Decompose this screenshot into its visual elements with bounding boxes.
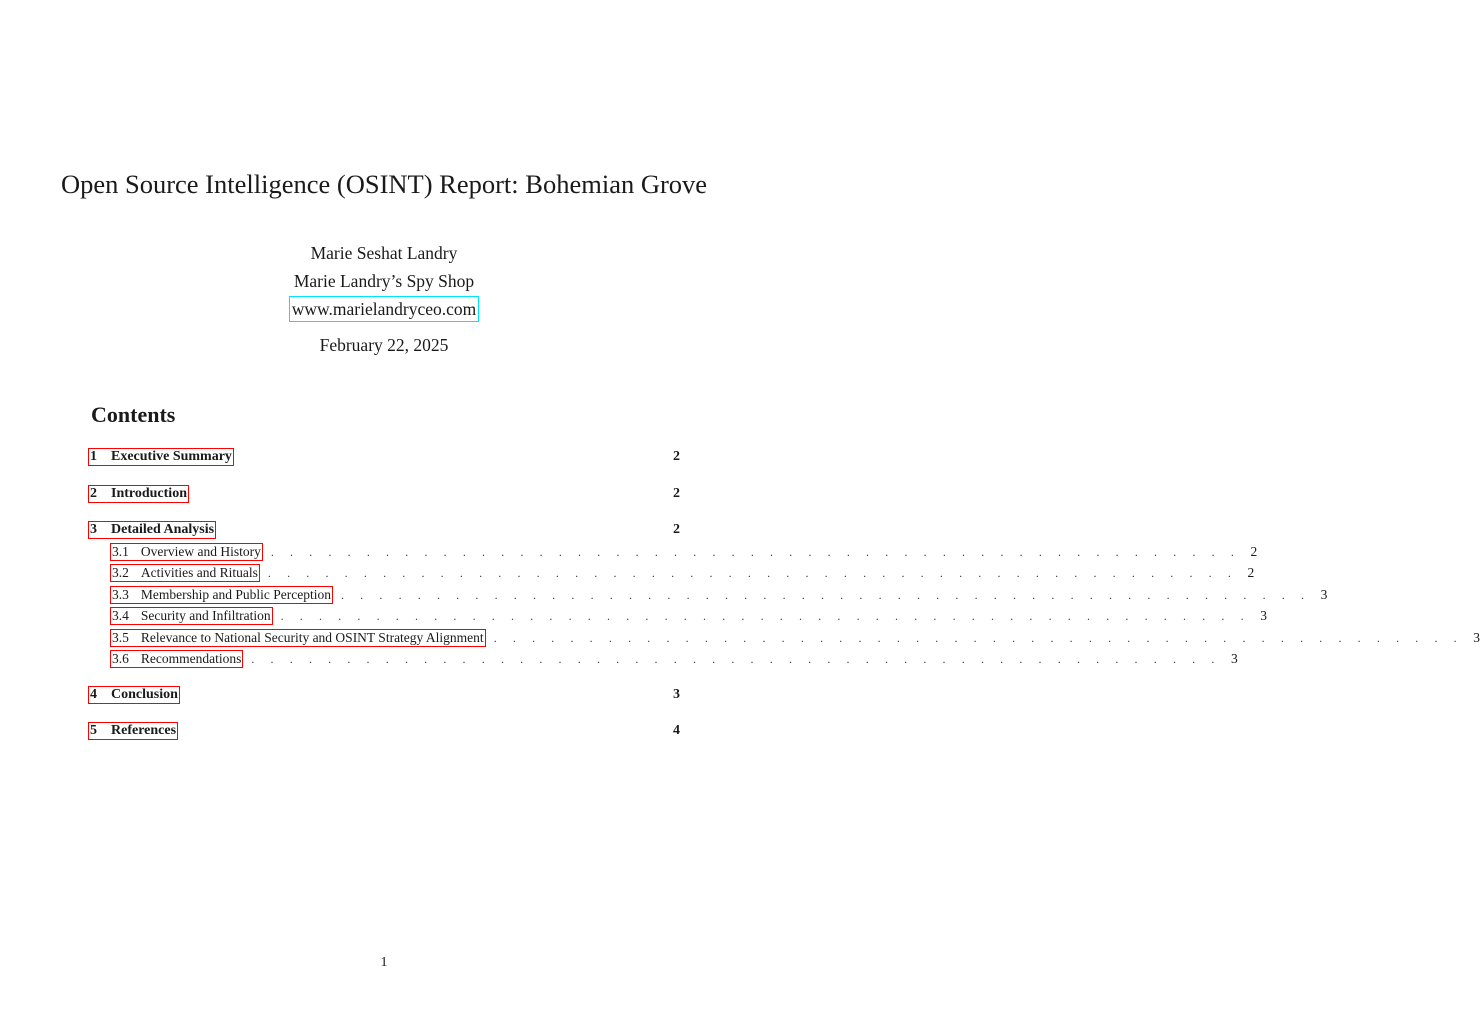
toc-entry-conclusion (88, 685, 680, 705)
toc-page-number: 2 (673, 449, 680, 464)
organization-name: Marie Landry’s Spy Shop (293, 271, 475, 291)
author-name: Marie Seshat Landry (310, 243, 458, 263)
toc-entry-membership-and-public-perception (110, 585, 1328, 605)
document-date: February 22, 2025 (319, 335, 449, 355)
toc-page-number: 2 (1250, 544, 1258, 559)
document-title: Open Source Intelligence (OSINT) Report: Bohemian Grove (60, 168, 708, 199)
leader-dots: . . . . . . . . . . . . . . . . . . . . . . . . . . . . . . . . . . . . . . . . . . . . . . . . . . . (267, 565, 1238, 580)
toc-link-membership-and-public-perception[interactable]: 3.3 Membership and Public Perception (112, 587, 331, 602)
toc-entry-references (88, 721, 680, 741)
toc-link-executive-summary[interactable]: 1 Executive Summary (90, 449, 232, 464)
toc-entry-executive-summary (88, 447, 680, 467)
toc-entry-activities-and-rituals (110, 563, 1255, 583)
toc-link-conclusion[interactable]: 4 Conclusion (90, 687, 178, 702)
toc-page-number: 3 (673, 687, 680, 702)
toc-entry-introduction (88, 484, 680, 504)
leader-dots: . . . . . . . . . . . . . . . . . . . . . . . . . . . . . . . . . . . . . . . . . . . . . . . . . . . (280, 608, 1251, 623)
toc-entry-security-and-infiltration (110, 606, 1267, 626)
toc-page-number: 4 (673, 723, 680, 738)
toc-link-activities-and-rituals[interactable]: 3.2 Activities and Rituals (112, 565, 258, 580)
page-number-footer: 1 (380, 955, 388, 970)
leader-dots: . . . . . . . . . . . . . . . . . . . . . . . . . . . . . . . . . . . . . . . . . . . . . . . . . . . (270, 544, 1241, 559)
website-row (0, 296, 768, 322)
toc-page-number: 3 (1473, 630, 1480, 645)
leader-dots: . . . . . . . . . . . . . . . . . . . . . . . . . . . . . . . . . . . . . . . . . . . . . . . . . . . (340, 587, 1311, 602)
toc-page-number: 2 (673, 522, 680, 537)
toc-page-number: 3 (1260, 608, 1267, 623)
toc-heading: Contents (91, 402, 176, 427)
toc-link-relevance-to-national-security[interactable]: 3.5 Relevance to National Security and OSINT Strategy Alignment (112, 630, 484, 645)
toc-entry-detailed-analysis (88, 520, 680, 540)
toc-page-number: 3 (1230, 651, 1238, 666)
leader-dots: . . . . . . . . . . . . . . . . . . . . . . . . . . . . . . . . . . . . . . . . . . . . . . . . . . . (251, 651, 1221, 666)
toc-link-recommendations[interactable]: 3.6 Recommendations (112, 651, 242, 666)
toc-link-introduction[interactable]: 2 Introduction (90, 486, 187, 501)
toc-link-references[interactable]: 5 References (90, 723, 177, 738)
leader-dots: . . . . . . . . . . . . . . . . . . . . . . . . . . . . . . . . . . . . . . . . . . . . . . . . . . . (493, 630, 1464, 645)
toc-entry-recommendations (110, 649, 1238, 669)
toc-page-number: 2 (673, 486, 680, 501)
toc-page-number: 3 (1320, 587, 1328, 602)
website-link[interactable]: www.marielandryceo.com (289, 296, 480, 322)
toc-entry-relevance-to-national-security (110, 628, 1480, 648)
toc-page-number: 2 (1247, 565, 1255, 580)
toc-link-overview-and-history[interactable]: 3.1 Overview and History (112, 544, 261, 559)
toc-entry-overview-and-history (110, 542, 1258, 562)
toc-link-security-and-infiltration[interactable]: 3.4 Security and Infiltration (112, 608, 271, 623)
toc-link-detailed-analysis[interactable]: 3 Detailed Analysis (90, 522, 215, 537)
